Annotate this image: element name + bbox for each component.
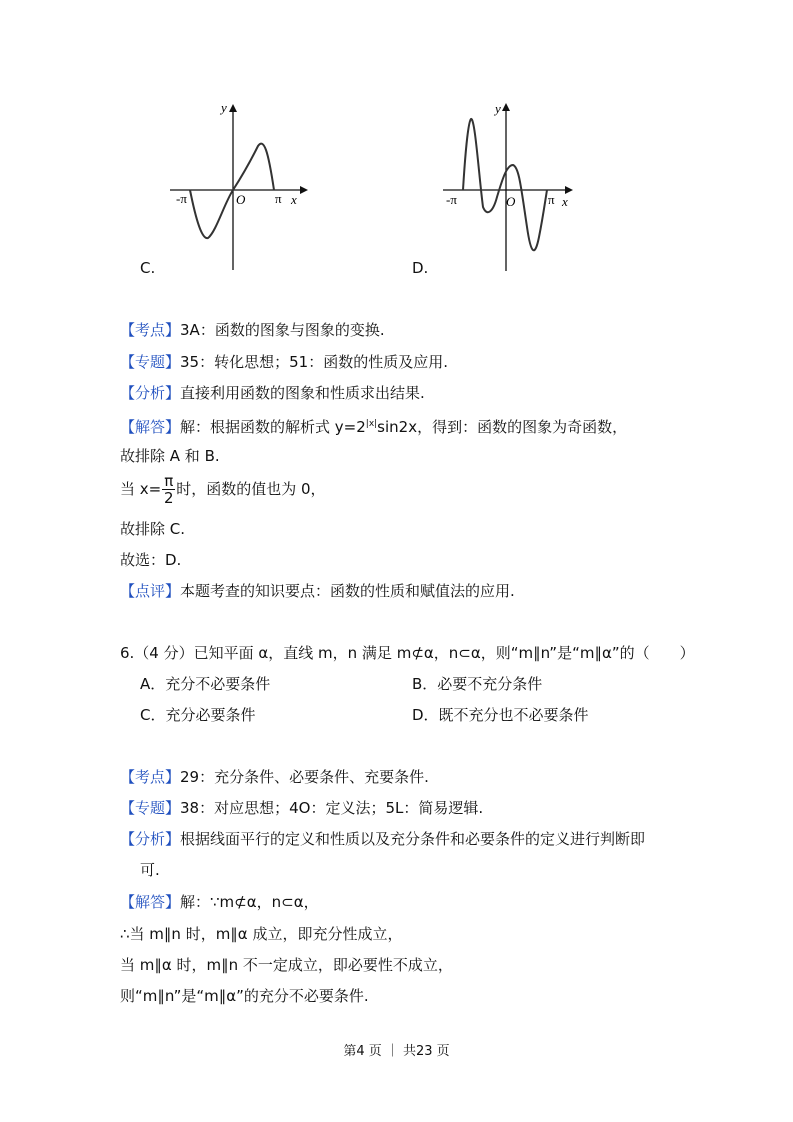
frac-numerator: π [164,472,174,490]
q6-line4: 则“m∥n”是“m∥α”的充分不必要条件. [120,987,369,1005]
q6-line2: ∴当 m∥n 时，m∥α 成立，即充分性成立， [120,925,403,943]
dianping-text: 本题考查的知识要点：函数的性质和赋值法的应用. [180,582,515,600]
q6-stem: 6.（4 分）已知平面 α，直线 m，n 满足 m⊄α，n⊂α，则“m∥n”是“m∥α”的（ ） [120,644,695,662]
zhuanti-tag: 【专题】 [120,353,181,371]
q5-jieda [120,414,627,437]
jieda-text: 解：∵m⊄α，n⊂α， [180,893,319,911]
frac-denominator: 2 [163,489,174,507]
x-axis-arrow-icon [565,186,573,194]
jieda-tag: 【解答】 [120,418,181,436]
q5-dianping [120,581,515,601]
curve-d [463,119,547,250]
kaodian-tag: 【考点】 [120,768,181,786]
neg-pi-label: -π [446,192,457,207]
q6-kaodian [120,767,429,787]
y-axis-label: y [221,100,227,115]
line3-text-a: 当 x= [120,480,162,498]
fenxi-text-1: 根据线面平行的定义和性质以及充分条件和必要条件的定义进行判断即 [180,830,646,848]
q6-fenxi-cont: 可. [140,861,160,879]
q6-zhuanti [120,798,483,818]
fenxi-tag: 【分析】 [120,830,181,848]
page-footer: 第4 页 ｜ 共23 页 [343,1044,450,1059]
neg-pi-label: -π [176,191,187,206]
dianping-tag: 【点评】 [120,582,181,600]
q5-line2: 故排除 A 和 B. [120,447,220,465]
fenxi-tag: 【分析】 [120,384,181,402]
q6-option-a: A．充分不必要条件 [140,675,271,693]
jieda-text-a: 解：根据函数的解析式 y=2 [180,418,366,436]
zhuanti-tag: 【专题】 [120,799,181,817]
graph-d [435,97,580,275]
jieda-exponent: |x| [365,419,378,429]
q6-option-c: C．充分必要条件 [140,706,256,724]
q5-line4: 故排除 C. [120,520,186,538]
q5-line3 [120,473,326,506]
jieda-tag: 【解答】 [120,893,181,911]
q5-line5: 故选：D. [120,551,182,569]
graph-d-label: D. [412,259,429,277]
y-axis-arrow-icon [229,104,237,112]
q6-jieda [120,892,319,912]
x-axis-arrow-icon [300,186,308,194]
kaodian-tag: 【考点】 [120,321,181,339]
q6-option-b: B．必要不充分条件 [412,675,543,693]
q6-fenxi [120,829,645,849]
x-axis-label: x [562,194,568,209]
graph-c [160,100,310,275]
zhuanti-text: 38：对应思想；4O：定义法；5L：简易逻辑. [180,799,484,817]
pi-label: π [548,192,555,207]
origin-label: O [236,192,246,207]
zhuanti-text: 35：转化思想；51：函数的性质及应用. [180,353,448,371]
y-axis-label: y [495,101,501,116]
q6-option-d: D．既不充分也不必要条件 [412,706,589,724]
kaodian-text: 29：充分条件、必要条件、充要条件. [180,768,429,786]
q6-line3: 当 m∥α 时，m∥n 不一定成立，即必要性不成立， [120,956,453,974]
q5-fenxi [120,383,425,403]
origin-label: O [506,194,516,209]
y-axis-arrow-icon [502,103,510,111]
curve-c [190,144,274,238]
q5-zhuanti [120,352,448,372]
line3-text-b: 时，函数的值也为 0， [176,480,326,498]
x-axis-label: x [291,192,297,207]
jieda-text-b: sin2x，得到：函数的图象为奇函数， [377,418,628,436]
graph-c-label: C. [140,259,156,277]
kaodian-text: 3A：函数的图象与图象的变换. [180,321,385,339]
pi-label: π [275,191,282,206]
fenxi-text: 直接利用函数的图象和性质求出结果. [180,384,425,402]
pi-over-2 [162,473,175,506]
q5-kaodian [120,320,385,340]
